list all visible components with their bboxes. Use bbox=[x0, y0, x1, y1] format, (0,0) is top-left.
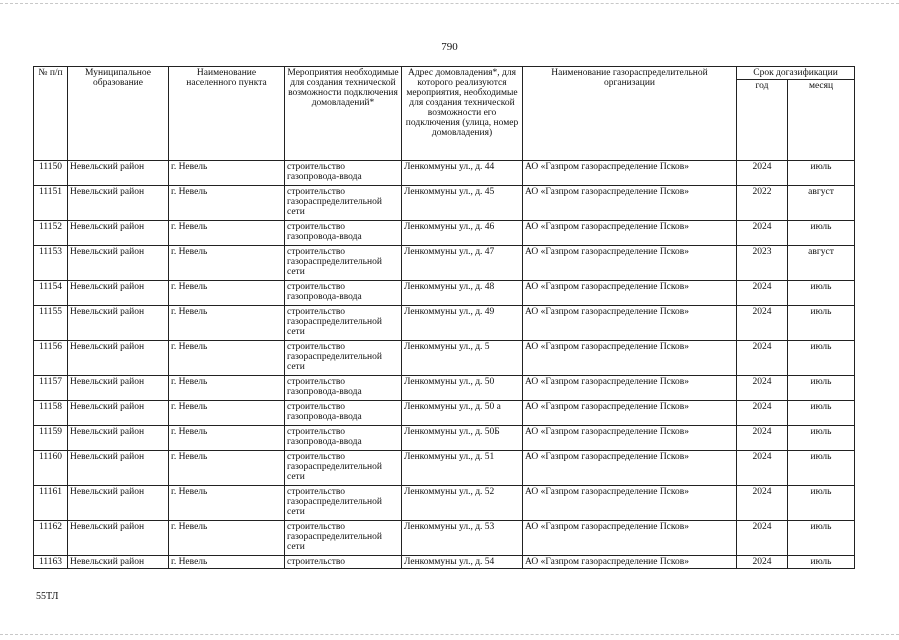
table-row bbox=[34, 161, 855, 186]
header-organization: Наименование газораспределительной организации bbox=[523, 67, 737, 161]
table-row bbox=[34, 306, 855, 341]
scan-artifact-top bbox=[0, 3, 899, 5]
cell-num: 11163 bbox=[34, 556, 68, 569]
cell-measure: строительство газораспределительной сети bbox=[285, 186, 402, 221]
cell-num: 11154 bbox=[34, 281, 68, 306]
cell-month: июль bbox=[788, 451, 855, 486]
cell-year: 2024 bbox=[737, 376, 788, 401]
cell-measure: строительство газораспределительной сети bbox=[285, 341, 402, 376]
header-term: Срок догазификации bbox=[737, 67, 855, 80]
cell-settlement: г. Невель bbox=[169, 521, 285, 556]
cell-address: Ленкоммуны ул., д. 50 bbox=[402, 376, 523, 401]
cell-settlement: г. Невель bbox=[169, 306, 285, 341]
cell-settlement: г. Невель bbox=[169, 486, 285, 521]
cell-measure: строительство газопровода-ввода bbox=[285, 401, 402, 426]
cell-address: Ленкоммуны ул., д. 54 bbox=[402, 556, 523, 569]
cell-settlement: г. Невель bbox=[169, 246, 285, 281]
cell-month: июль bbox=[788, 556, 855, 569]
cell-measure: строительство газопровода-ввода bbox=[285, 376, 402, 401]
cell-measure: строительство газораспределительной сети bbox=[285, 521, 402, 556]
cell-year: 2024 bbox=[737, 161, 788, 186]
cell-municipality: Невельский район bbox=[68, 221, 169, 246]
cell-num: 11160 bbox=[34, 451, 68, 486]
cell-municipality: Невельский район bbox=[68, 401, 169, 426]
cell-municipality: Невельский район bbox=[68, 341, 169, 376]
table-row bbox=[34, 186, 855, 221]
cell-organization: АО «Газпром газораспределение Псков» bbox=[523, 306, 737, 341]
cell-num: 11151 bbox=[34, 186, 68, 221]
cell-address: Ленкоммуны ул., д. 48 bbox=[402, 281, 523, 306]
table-row bbox=[34, 341, 855, 376]
table-row bbox=[34, 221, 855, 246]
cell-num: 11152 bbox=[34, 221, 68, 246]
cell-num: 11157 bbox=[34, 376, 68, 401]
cell-num: 11158 bbox=[34, 401, 68, 426]
cell-settlement: г. Невель bbox=[169, 341, 285, 376]
cell-organization: АО «Газпром газораспределение Псков» bbox=[523, 486, 737, 521]
cell-organization: АО «Газпром газораспределение Псков» bbox=[523, 186, 737, 221]
cell-municipality: Невельский район bbox=[68, 246, 169, 281]
cell-address: Ленкоммуны ул., д. 45 bbox=[402, 186, 523, 221]
cell-organization: АО «Газпром газораспределение Псков» bbox=[523, 341, 737, 376]
cell-organization: АО «Газпром газораспределение Псков» bbox=[523, 401, 737, 426]
cell-address: Ленкоммуны ул., д. 51 bbox=[402, 451, 523, 486]
cell-organization: АО «Газпром газораспределение Псков» bbox=[523, 451, 737, 486]
cell-organization: АО «Газпром газораспределение Псков» bbox=[523, 246, 737, 281]
page-number: 790 bbox=[441, 41, 458, 53]
cell-municipality: Невельский район bbox=[68, 451, 169, 486]
cell-year: 2024 bbox=[737, 341, 788, 376]
header-settlement: Наименование населенного пункта bbox=[169, 67, 285, 161]
cell-municipality: Невельский район bbox=[68, 161, 169, 186]
cell-settlement: г. Невель bbox=[169, 186, 285, 221]
table-body bbox=[34, 161, 855, 569]
cell-year: 2024 bbox=[737, 521, 788, 556]
cell-municipality: Невельский район bbox=[68, 376, 169, 401]
cell-address: Ленкоммуны ул., д. 50 а bbox=[402, 401, 523, 426]
cell-address: Ленкоммуны ул., д. 44 bbox=[402, 161, 523, 186]
cell-measure: строительство газораспределительной сети bbox=[285, 486, 402, 521]
cell-num: 11159 bbox=[34, 426, 68, 451]
cell-num: 11153 bbox=[34, 246, 68, 281]
cell-settlement: г. Невель bbox=[169, 401, 285, 426]
cell-num: 11156 bbox=[34, 341, 68, 376]
cell-organization: АО «Газпром газораспределение Псков» bbox=[523, 556, 737, 569]
cell-settlement: г. Невель bbox=[169, 161, 285, 186]
cell-month: июль bbox=[788, 426, 855, 451]
cell-address: Ленкоммуны ул., д. 47 bbox=[402, 246, 523, 281]
cell-num: 11162 bbox=[34, 521, 68, 556]
cell-measure: строительство газопровода-ввода bbox=[285, 221, 402, 246]
cell-month: июль bbox=[788, 221, 855, 246]
cell-measure: строительство газопровода-ввода bbox=[285, 281, 402, 306]
cell-organization: АО «Газпром газораспределение Псков» bbox=[523, 426, 737, 451]
cell-month: июль bbox=[788, 306, 855, 341]
gasification-table bbox=[33, 66, 855, 569]
cell-year: 2024 bbox=[737, 221, 788, 246]
cell-organization: АО «Газпром газораспределение Псков» bbox=[523, 161, 737, 186]
cell-num: 11155 bbox=[34, 306, 68, 341]
cell-municipality: Невельский район bbox=[68, 306, 169, 341]
cell-num: 11150 bbox=[34, 161, 68, 186]
cell-organization: АО «Газпром газораспределение Псков» bbox=[523, 221, 737, 246]
cell-year: 2022 bbox=[737, 186, 788, 221]
table-row bbox=[34, 521, 855, 556]
cell-municipality: Невельский район bbox=[68, 486, 169, 521]
header-measures: Мероприятия необходимые для создания технической возможности подключения домовладений* bbox=[285, 67, 402, 161]
header-address: Адрес домовладения*, для которого реализуются мероприятия, необходимые для создания технической возможности его подключения (улица, номер домовладения) bbox=[402, 67, 523, 161]
cell-settlement: г. Невель bbox=[169, 451, 285, 486]
cell-month: июль bbox=[788, 521, 855, 556]
cell-municipality: Невельский район bbox=[68, 556, 169, 569]
cell-address: Ленкоммуны ул., д. 5 bbox=[402, 341, 523, 376]
header-month: месяц bbox=[788, 80, 855, 161]
cell-municipality: Невельский район bbox=[68, 426, 169, 451]
cell-year: 2023 bbox=[737, 246, 788, 281]
table-row bbox=[34, 376, 855, 401]
cell-year: 2024 bbox=[737, 451, 788, 486]
cell-municipality: Невельский район bbox=[68, 281, 169, 306]
cell-month: июль bbox=[788, 281, 855, 306]
table-row bbox=[34, 556, 855, 569]
cell-year: 2024 bbox=[737, 306, 788, 341]
cell-address: Ленкоммуны ул., д. 52 bbox=[402, 486, 523, 521]
cell-settlement: г. Невель bbox=[169, 426, 285, 451]
cell-year: 2024 bbox=[737, 426, 788, 451]
cell-settlement: г. Невель bbox=[169, 221, 285, 246]
cell-settlement: г. Невель bbox=[169, 376, 285, 401]
cell-organization: АО «Газпром газораспределение Псков» bbox=[523, 376, 737, 401]
table-row bbox=[34, 246, 855, 281]
cell-year: 2024 bbox=[737, 281, 788, 306]
cell-measure: строительство газопровода-ввода bbox=[285, 161, 402, 186]
cell-num: 11161 bbox=[34, 486, 68, 521]
cell-measure: строительство газораспределительной сети bbox=[285, 246, 402, 281]
cell-year: 2024 bbox=[737, 401, 788, 426]
cell-month: июль bbox=[788, 161, 855, 186]
cell-month: июль bbox=[788, 486, 855, 521]
cell-month: июль bbox=[788, 401, 855, 426]
scan-artifact-bottom bbox=[0, 634, 899, 636]
cell-year: 2024 bbox=[737, 486, 788, 521]
cell-measure: строительство газопровода-ввода bbox=[285, 426, 402, 451]
cell-month: июль bbox=[788, 376, 855, 401]
cell-address: Ленкоммуны ул., д. 46 bbox=[402, 221, 523, 246]
header-num: № п/п bbox=[34, 67, 68, 161]
table-row bbox=[34, 401, 855, 426]
table-row bbox=[34, 451, 855, 486]
cell-address: Ленкоммуны ул., д. 53 bbox=[402, 521, 523, 556]
cell-month: август bbox=[788, 186, 855, 221]
cell-year: 2024 bbox=[737, 556, 788, 569]
table-row bbox=[34, 281, 855, 306]
cell-municipality: Невельский район bbox=[68, 186, 169, 221]
cell-measure: строительство газораспределительной сети bbox=[285, 451, 402, 486]
cell-settlement: г. Невель bbox=[169, 281, 285, 306]
cell-organization: АО «Газпром газораспределение Псков» bbox=[523, 281, 737, 306]
cell-address: Ленкоммуны ул., д. 50Б bbox=[402, 426, 523, 451]
cell-month: июль bbox=[788, 341, 855, 376]
footer-code: 55ТЛ bbox=[36, 591, 59, 602]
cell-address: Ленкоммуны ул., д. 49 bbox=[402, 306, 523, 341]
cell-settlement: г. Невель bbox=[169, 556, 285, 569]
table-row bbox=[34, 426, 855, 451]
cell-month: август bbox=[788, 246, 855, 281]
cell-municipality: Невельский район bbox=[68, 521, 169, 556]
header-year: год bbox=[737, 80, 788, 161]
table-row bbox=[34, 486, 855, 521]
cell-organization: АО «Газпром газораспределение Псков» bbox=[523, 521, 737, 556]
header-municipality: Муниципальное образование bbox=[68, 67, 169, 161]
cell-measure: строительство газораспределительной сети bbox=[285, 306, 402, 341]
cell-measure: строительство bbox=[285, 556, 402, 569]
